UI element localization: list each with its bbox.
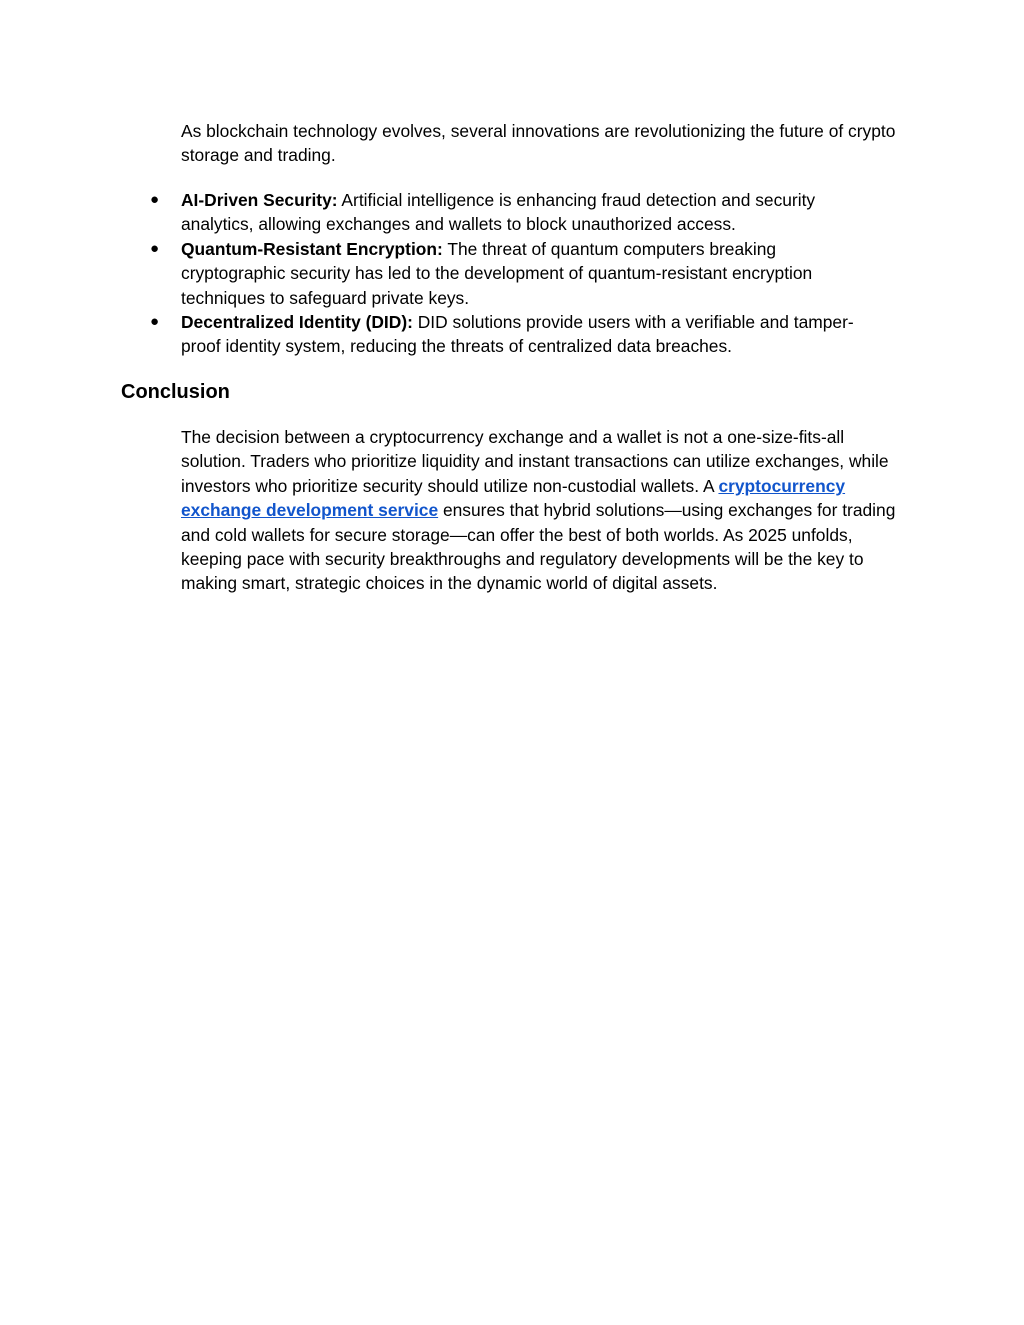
list-item <box>0 310 871 359</box>
list-item-text: Artificial intelligence is enhancing fraud detection and security analytics, allowing exchanges and wallets to block unauthorized access. <box>181 190 816 235</box>
list-item <box>0 237 871 310</box>
conclusion-text-before-link: The decision between a cryptocurrency exchange and a wallet is not a one-size-fits-all solution. Traders who prioritize liquidity and instant transactions can utilize exchanges, while investors who prioritize security should utilize non-custodial wallets. A <box>181 427 889 496</box>
bullet-icon: ● <box>150 313 160 331</box>
bullet-icon: ● <box>150 239 160 257</box>
bullet-icon: ● <box>150 191 160 208</box>
intro-paragraph: As blockchain technology evolves, several innovations are revolutionizing the future of crypto storage and trading. <box>181 121 896 166</box>
innovations-list <box>0 188 1024 359</box>
conclusion-heading: Conclusion <box>121 381 230 403</box>
list-item <box>0 188 871 237</box>
cryptocurrency-exchange-development-link[interactable]: cryptocurrency exchange development service <box>181 475 846 521</box>
conclusion-paragraph <box>181 425 903 596</box>
list-item-term: Quantum-Resistant Encryption: <box>181 238 443 259</box>
list-item-text: The threat of quantum computers breaking cryptographic security has led to the development of quantum-resistant encryption techniques to safeguard private keys. <box>181 238 813 308</box>
conclusion-text-after-link: ensures that hybrid solutions—using exchanges for trading and cold wallets for secure storage—can offer the best of both worlds. As 2025 unfolds, keeping pace with security breakthroughs and regulatory developments will be the key to making smart, strategic choices in the dynamic world of digital assets. <box>181 500 896 594</box>
list-item-term: Decentralized Identity (DID): <box>181 312 413 333</box>
list-item-text: DID solutions provide users with a verifiable and tamper-proof identity system, reducing the threats of centralized data breaches. <box>181 312 854 357</box>
list-item-term: AI-Driven Security: <box>181 190 338 210</box>
